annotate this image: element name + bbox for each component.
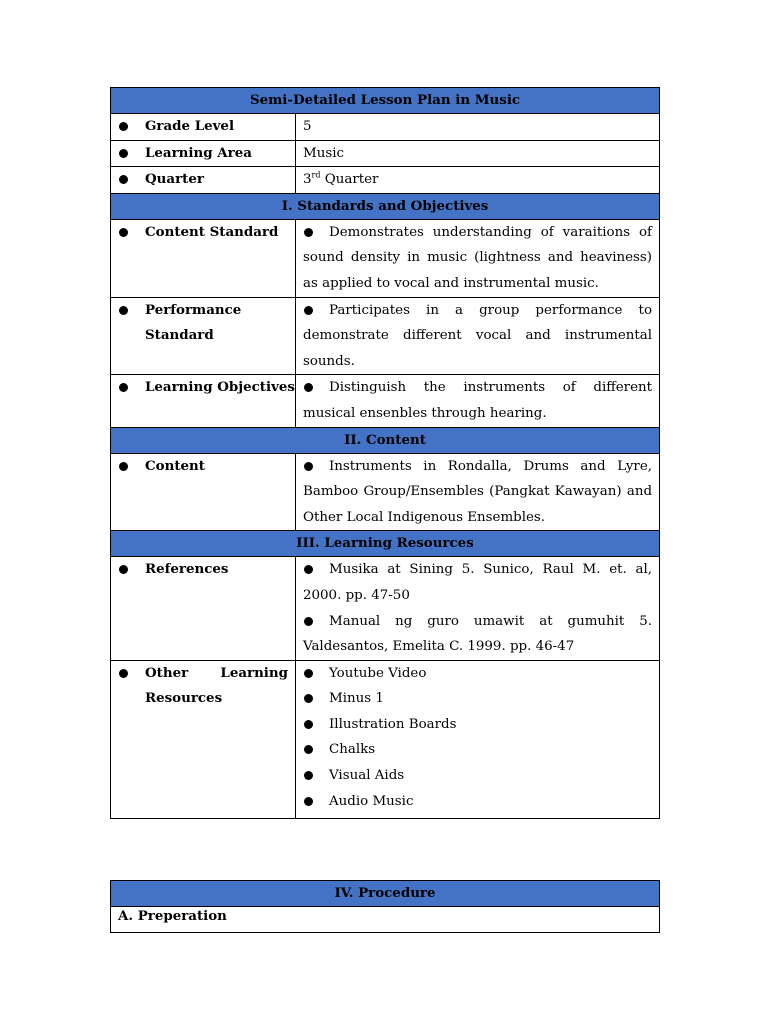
references-value (296, 557, 660, 660)
bullet-icon (304, 565, 313, 574)
performance-standard-row (111, 297, 660, 375)
title-row (111, 88, 660, 114)
learning-area-value: Music (296, 140, 660, 167)
list-item: Minus 1 (303, 686, 652, 712)
section-title: I. Standards and Objectives (111, 193, 660, 219)
reference-item: Manual ng guro umawit at gumuhit 5. Valdesantos, Emelita C. 1999. pp. 46-47 (303, 613, 653, 655)
quarter-value: 3rd Quarter (296, 167, 660, 194)
reference-item: Musika at Sining 5. Sunico, Raul M. et. al, 2000. pp. 47-50 (303, 562, 653, 603)
section-title: III. Learning Resources (111, 531, 660, 557)
bullet-icon (119, 383, 128, 392)
learning-objectives-label: Learning Objectives (111, 375, 296, 427)
list-item: Visual Aids (303, 763, 652, 789)
bullet-icon (304, 383, 313, 392)
procedure-header-row (111, 881, 660, 907)
page-title: Semi-Detailed Lesson Plan in Music (111, 88, 660, 114)
procedure-table (110, 880, 660, 933)
list-item: Chalks (303, 737, 652, 763)
info-row-quarter (111, 167, 660, 194)
bullet-icon (119, 149, 128, 158)
bullet-icon (119, 669, 128, 678)
other-resources-row (111, 660, 660, 819)
bullet-icon (304, 617, 313, 626)
list-item: Illustration Boards (303, 712, 652, 738)
lesson-plan-table (110, 87, 660, 819)
performance-standard-value: Participates in a group performance to demonstrate different vocal and instrumental sounds. (296, 297, 660, 375)
bullet-icon (304, 228, 313, 237)
learning-objectives-value: Distinguish the instruments of different musical ensenbles through hearing. (296, 375, 660, 427)
other-resources-value (296, 660, 660, 819)
bullet-icon (119, 462, 128, 471)
quarter-label: Quarter (111, 167, 296, 194)
bullet-icon (304, 720, 313, 729)
content-standard-value: Demonstrates understanding of varaitions of sound density in music (lightness and heaviness) as applied to vocal and instrumental music. (296, 219, 660, 297)
learning-area-label: Learning Area (111, 140, 296, 167)
section-header-resources (111, 531, 660, 557)
info-row-grade-level (111, 114, 660, 141)
list-item: Audio Music (303, 789, 652, 815)
content-standard-label: Content Standard (111, 219, 296, 297)
procedure-row (111, 907, 660, 933)
bullet-icon (119, 306, 128, 315)
grade-level-label: Grade Level (111, 114, 296, 141)
procedure-step-label: A. Preperation (111, 907, 660, 933)
bullet-icon (119, 122, 128, 131)
info-row-learning-area (111, 140, 660, 167)
content-row (111, 453, 660, 531)
content-standard-row (111, 219, 660, 297)
other-resources-label: Other Learning Resources (111, 660, 296, 819)
bullet-icon (304, 745, 313, 754)
bullet-icon (304, 462, 313, 471)
bullet-icon (119, 175, 128, 184)
section-header-content (111, 427, 660, 453)
performance-standard-label: Performance Standard (111, 297, 296, 375)
section-title: II. Content (111, 427, 660, 453)
learning-objectives-row (111, 375, 660, 427)
content-value: Instruments in Rondalla, Drums and Lyre, Bamboo Group/Ensembles (Pangkat Kawayan) and Other Local Indigenous Ensembles. (296, 453, 660, 531)
bullet-icon (119, 565, 128, 574)
section-header-standards (111, 193, 660, 219)
bullet-icon (304, 797, 313, 806)
list-item: Youtube Video (303, 661, 652, 687)
procedure-title: IV. Procedure (111, 881, 660, 907)
references-label: References (111, 557, 296, 660)
bullet-icon (304, 694, 313, 703)
grade-level-value: 5 (296, 114, 660, 141)
bullet-icon (119, 228, 128, 237)
content-label: Content (111, 453, 296, 531)
bullet-icon (304, 771, 313, 780)
references-row (111, 557, 660, 660)
bullet-icon (304, 669, 313, 678)
bullet-icon (304, 306, 313, 315)
